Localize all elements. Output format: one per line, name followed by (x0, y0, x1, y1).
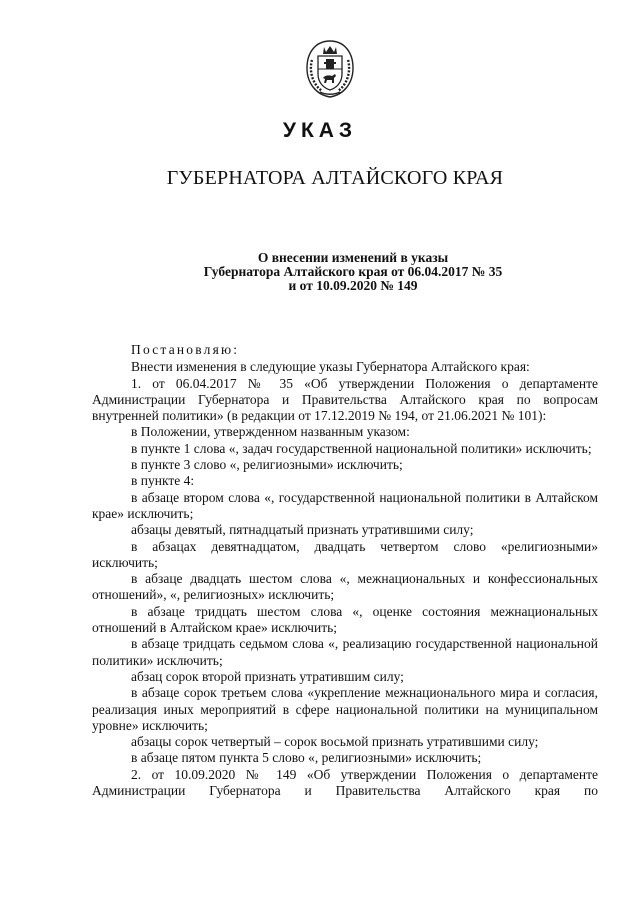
body-paragraph: Внести изменения в следующие указы Губернатора Алтайского края: (131, 359, 530, 375)
coat-of-arms-emblem (302, 38, 358, 100)
body-paragraph: в абзаце пятом пункта 5 слово «, религиозными» исключить; (131, 750, 482, 766)
body-paragraph: в абзаце сорок третьем слова «укрепление межнационального мира и согласия, реализация иных мероприятий в сфере национальной политики на муниципальном уровне» исключить; (92, 685, 598, 733)
body-paragraph: абзацы сорок четвертый – сорок восьмой признать утратившими силу; (131, 734, 539, 750)
body-paragraph: в Положении, утвержденном названным указом: (131, 424, 410, 440)
body-paragraph: в абзаце тридцать седьмом слова «, реализацию государственной национальной политики» исключить; (92, 636, 598, 668)
body-paragraph: в абзаце двадцать шестом слова «, межнациональных и конфессиональных отношений», «, религиозных» исключить; (92, 571, 598, 603)
title-line: Губернатора Алтайского края от 06.04.2017 № 35 (203, 264, 503, 279)
body-paragraph: в пункте 4: (131, 473, 195, 489)
body-paragraph: в пункте 1 слова «, задач государственной национальной политики» исключить; (131, 440, 592, 456)
body-paragraph: 1. от 06.04.2017 № 35 «Об утверждении Положения о департаменте Администрации Губернатора и Правительства Алтайского края по вопросам внутренней политики» (в редакции от 17.12.2019 № 194, от 21.06.2021 № 101): (92, 375, 598, 424)
title-line: О внесении изменений в указы (257, 250, 449, 265)
body-paragraph: 2. от 10.09.2020 № 149 «Об утверждении Положения о департаменте Администрации Губернатора и Правительства Алтайского края по (92, 766, 598, 799)
body-paragraph: в пункте 3 слово «, религиозными» исключить; (131, 457, 403, 473)
body-paragraph: абзацы девятый, пятнадцатый признать утратившими силу; (131, 522, 474, 538)
body-paragraph: в абзаце тридцать шестом слова «, оценке состояния межнациональных отношений в Алтайском крае» исключить; (92, 603, 598, 636)
document-title (0, 251, 640, 293)
document-body (92, 342, 598, 799)
title-line: и от 10.09.2020 № 149 (288, 278, 418, 293)
body-paragraph: в абзаце втором слова «, государственной национальной политики в Алтайском крае» исключить; (92, 489, 598, 521)
body-paragraph: в абзацах девятнадцатом, двадцать четвертом слово «религиозными» исключить; (92, 538, 598, 570)
body-paragraph: абзац сорок второй признать утратившим силу; (131, 668, 404, 684)
issuer-heading: ГУБЕРНАТОРА АЛТАЙСКОГО КРАЯ (166, 167, 504, 189)
decree-opening: Постановляю: (131, 342, 240, 357)
document-type-heading: УКАЗ (282, 119, 358, 142)
